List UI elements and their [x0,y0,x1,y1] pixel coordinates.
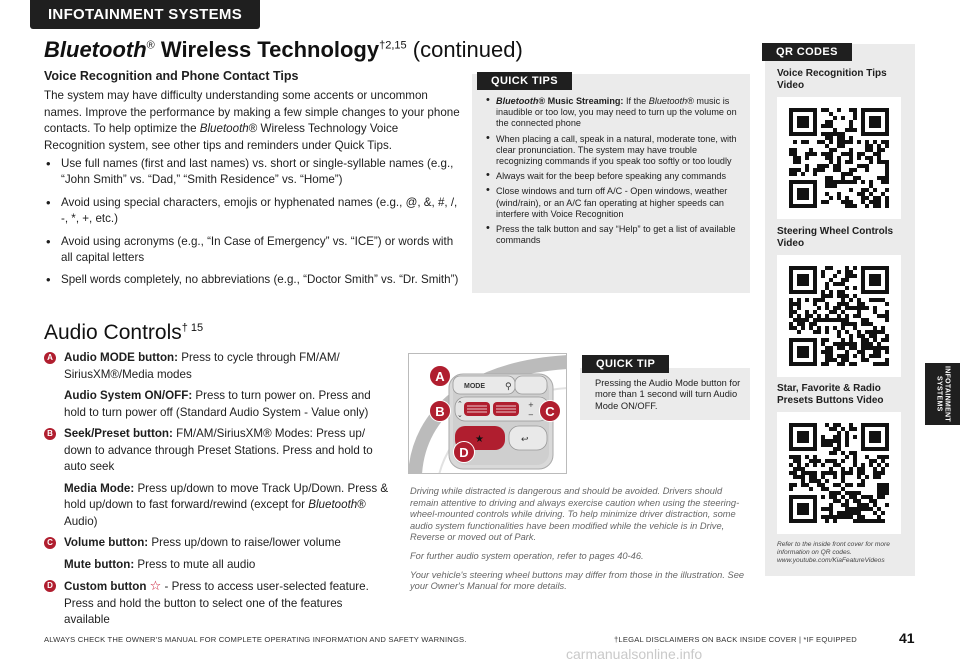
qt-text-brand: Bluetooth [648,96,688,106]
title-rest: Wireless Technology [154,37,380,62]
voice-intro-part1: The system may have difficulty understanding some accents or uncommon names. Improve the performance by making a few simple changes to your phone contacts. To help optimize the [44,89,460,136]
item-label: Audio System ON/OFF: [64,389,193,402]
svg-text:★: ★ [475,434,484,445]
steering-controls-illustration [408,353,567,474]
item-text: FM/AM/SiriusXM® Modes: Press up/ down to advance through Preset Stations. Press and hold to auto seek [64,427,373,473]
item-brand: Bluetooth [308,498,358,511]
item-text: Press to mute all audio [134,557,256,571]
qr-code-icon [789,423,889,523]
watermark: carmanualsonline.info [566,646,703,662]
item-text: Press up/down to move Track Up/Down. Press & hold up/down to fast forward/rewind (except for [64,481,389,511]
voice-tip: • Spell words completely, no abbreviations (e.g., “Doctor Smith” vs. “Dr. Smith”) [44,272,464,288]
audio-item [44,388,389,421]
voice-tip: • Avoid using acronyms (e.g., “In Case of Emergency” vs. “ICE”) or words with all capital letters [44,234,464,267]
item-label: Volume button: [64,536,149,549]
qr-code-icon [789,108,889,208]
item-label: Seek/Preset button: [64,427,173,440]
audio-controls-list [44,350,389,634]
quick-tips-list [484,96,746,250]
star-icon: ☆ [149,578,162,593]
side-section-tab [925,363,960,425]
section-tab-label: INFOTAINMENT SYSTEMS [47,6,243,23]
voice-intro-part2: ® Wireless Technology Voice Recognition system, see other tips and reminders under Quick Tips. [44,122,399,152]
qt-text1: If the [623,96,649,106]
section-tab [30,0,260,29]
item-label: Custom button [64,580,147,593]
qr-code-presets-video[interactable] [777,412,901,534]
badge-b: B [44,428,56,440]
badge-d: D [44,580,56,592]
warnings [410,486,750,600]
qr-code-icon [789,266,889,366]
marker-a: A [429,365,451,387]
svg-text:⌃: ⌃ [457,400,463,408]
warning-text: For further audio system operation, refer to pages 40-46. [410,550,644,561]
quick-tip-label: QUICK TIP [582,355,669,373]
item-label: Mute button: [64,557,135,571]
audio-item [44,557,389,574]
item-text: Press to turn power on. Press and hold to turn power off (Standard Audio System - Value only) [64,389,371,419]
svg-text:+: + [528,401,534,409]
qr-codes-label: QR CODES [762,43,852,61]
title-brand: Bluetooth [44,37,147,62]
page-number: 41 [899,630,915,646]
title-reg: ® [146,39,155,52]
qt-text2: ® music is inaudible or too low, you may need to turn up the volume on the connected phone [496,96,737,129]
quick-tip-item: • Close windows and turn off A/C - Open windows, weather (wind/rain), or an A/C fan operating at higher speeds can interfere with Voice Recognition [484,186,746,220]
svg-text:−: − [528,411,534,419]
footer-legal: †LEGAL DISCLAIMERS ON BACK INSIDE COVER | *IF EQUIPPED [614,635,857,644]
mode-button-label: MODE [464,383,485,390]
audio-title-sup: † 15 [181,322,204,334]
audio-controls-title [44,321,203,345]
qr-title-voice: Voice Recognition Tips Video [777,68,887,91]
item-label: Media Mode: [64,481,135,495]
qr-title-presets: Star, Favorite & Radio Presets Buttons Video [777,383,884,406]
quick-tip-item [484,96,746,130]
quick-tips-label: QUICK TIPS [477,72,572,90]
page-title [44,37,523,63]
qt-bold-rest: ® Music Streaming: [538,96,624,106]
title-sup: †2,15 [379,39,407,52]
audio-item [44,350,389,383]
badge-c: C [44,537,56,549]
item-text2: ® Audio) [64,498,366,528]
item-label: Audio MODE button: [64,351,178,364]
voice-tips-list [44,156,464,295]
voice-tip: • Avoid using special characters, emojis or hyphenated names (e.g., @, &, #, /, -, *, +, etc.) [44,195,464,228]
svg-text:↩: ↩ [521,435,529,445]
quick-tip-text: Pressing the Audio Mode button for more than 1 second will turn Audio Mode ON/OFF. [595,378,741,411]
footer-disclaimer: ALWAYS CHECK THE OWNER'S MANUAL FOR COMPLETE OPERATING INFORMATION AND SAFETY WARNINGS. [44,635,467,644]
quick-tip-item: • Press the talk button and say “Help” to get a list of available commands [484,224,746,246]
side-tab-label: INFOTAINMENT SYSTEMS [935,366,951,422]
qr-title-steering: Steering Wheel Controls Video [777,226,894,249]
svg-text:⚲: ⚲ [505,382,512,392]
svg-text:⌄: ⌄ [457,411,463,419]
audio-item [44,578,389,629]
marker-d: D [453,441,475,463]
audio-item [44,426,389,476]
quick-tip-item: • When placing a call, speak in a natural, moderate tone, with clear pronunciation. The system may have trouble recognizing commands if you speak too softly or too loudly [484,134,746,168]
item-text: - Press to access user-selected feature. Press and hold the button to select one of the features available [64,580,369,626]
qt-brand: Bluetooth [496,96,539,106]
badge-a: A [44,352,56,364]
item-text: Press to cycle through FM/AM/ SiriusXM®/Media modes [64,351,340,381]
audio-item [44,535,389,552]
audio-title-text: Audio Controls [44,321,182,344]
voice-intro-brand: Bluetooth [199,122,249,136]
voice-heading: Voice Recognition and Phone Contact Tips [44,69,299,83]
voice-tip: • Use full names (first and last names) vs. short or single-syllable names (e.g., “John Smith” vs. “Dad,” “Smith Residence” vs. “Home”) [44,156,464,189]
marker-b: B [429,400,451,422]
audio-item [44,481,389,531]
warning-text: Driving while distracted is dangerous and should be avoided. Drivers should remain attentive to driving and always exercise caution when using the steering-wheel-mounted controls while driving. To help minimize driver distraction, some audio system functionalities have been modified while the vehicle is in Drive, Reverse or moved out of Park. [410,486,740,543]
voice-intro [44,88,462,154]
marker-c: C [539,400,561,422]
qr-note: Refer to the inside front cover for more information on QR codes. www.youtube.com/KiaFeatureVideos [777,541,890,564]
qr-code-steering-video[interactable] [777,255,901,377]
title-cont: (continued) [406,37,523,62]
qr-code-voice-video[interactable] [777,97,901,219]
warning-text: Your vehicle's steering wheel buttons may differ from those in the illustration. See your Owner's Manual for more details. [410,569,745,592]
item-text: Press up/down to raise/lower volume [148,536,341,549]
quick-tip-item: • Always wait for the beep before speaking any commands [484,171,746,182]
